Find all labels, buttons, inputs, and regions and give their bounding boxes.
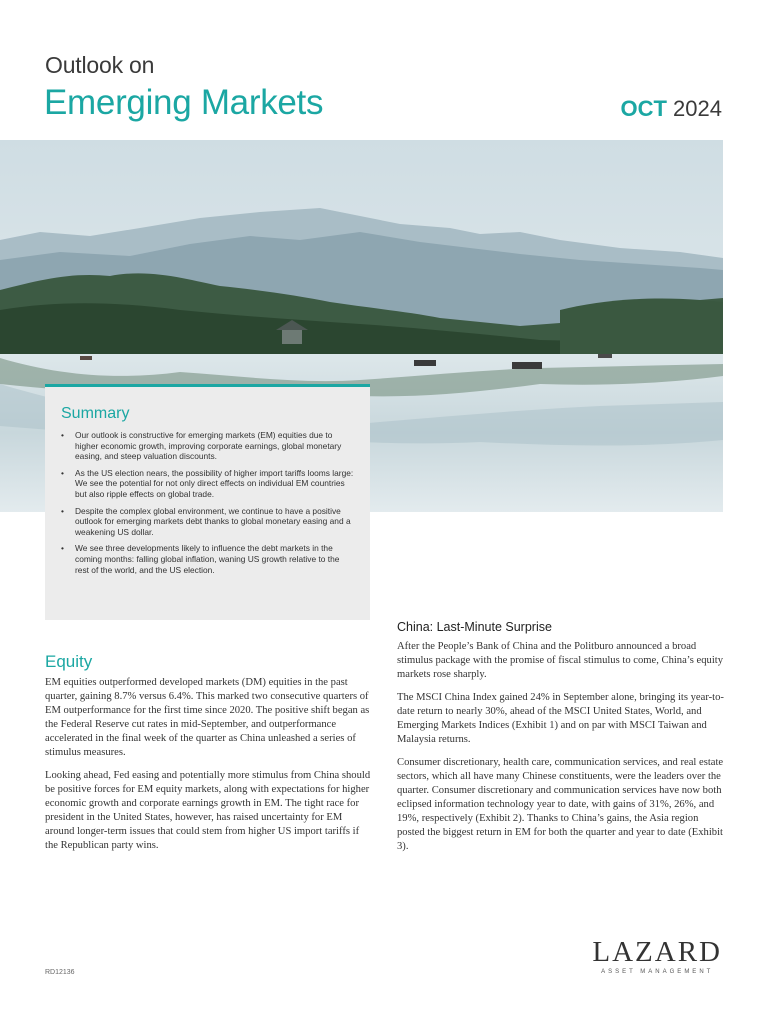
summary-heading: Summary <box>61 405 130 422</box>
logo-tagline: ASSET MANAGEMENT <box>601 969 714 975</box>
issue-month: OCT <box>620 96 667 121</box>
equity-heading: Equity <box>45 652 93 671</box>
china-paragraph: Consumer discretionary, health care, communication services, and real estate sectors, which all have many Chinese constituents, were the leaders over the quarter. Consumer discretionary and communication services have now both eclipsed information technology year to date, with gains of 31%, 26%, and 19%, respectively (Exhibit 2). Thanks to China’s gains, the Asia region posted the biggest return in EM for both the quarter and year to date (Exhibit 3). <box>397 757 724 852</box>
issue-year: 2024 <box>673 96 722 121</box>
china-body <box>397 640 724 863</box>
lazard-logo <box>592 938 722 975</box>
logo-wordmark: LAZARD <box>592 936 722 968</box>
summary-list <box>61 430 354 575</box>
document-code: RD12136 <box>45 969 75 976</box>
china-paragraph: The MSCI China Index gained 24% in September alone, bringing its year-to-date return to nearly 30%, ahead of the MSCI United States, World, and Emerging Markets Indices (Exhibit 1) and on par with MSCI Taiwan and Malaysia returns. <box>397 692 724 745</box>
summary-bullet: • We see three developments likely to influence the debt markets in the coming months: falling global inflation, waning US growth relative to the rest of the world, and the US election. <box>61 543 354 575</box>
summary-bullet: • Our outlook is constructive for emerging markets (EM) equities due to higher economic growth, improving corporate earnings, global monetary easing, and steep valuation discounts. <box>61 430 354 462</box>
summary-panel <box>45 384 370 620</box>
china-paragraph: After the People’s Bank of China and the Politburo announced a broad stimulus package with the promise of fiscal stimulus to come, China’s equity markets rose sharply. <box>397 641 724 680</box>
china-heading: China: Last-Minute Surprise <box>397 620 552 634</box>
summary-bullet: • As the US election nears, the possibility of higher import tariffs looms large: We see the potential for not only direct effects on individual EM countries but also ripple effects on global trade. <box>61 468 354 500</box>
document-kicker: Outlook on <box>45 52 155 78</box>
equity-paragraph: EM equities outperformed developed markets (DM) equities in the past quarter, gaining 8.7% versus 6.4%. This marked two consecutive quarters of EM outperformance for the first time since 2020. The positive shift began as the Federal Reserve cut rates in mid-September, and outperformance accelerated in the final week of the quarter as China unleashed a series of stimulus measures. <box>45 677 370 758</box>
issue-date <box>620 96 722 122</box>
summary-bullet: • Despite the complex global environment, we continue to have a positive outlook for emerging markets debt thanks to global monetary easing and a weakening US dollar. <box>61 506 354 538</box>
equity-paragraph: Looking ahead, Fed easing and potentially more stimulus from China should be positive forces for EM equity markets, along with expectations for higher economic growth and corporate earnings growth in EM. The tight race for president in the United States, however, has raised uncertainty for EM around longer-term issues that could stem from higher US import tariffs if the Republican party wins. <box>45 770 371 851</box>
document-title: Emerging Markets <box>44 83 324 122</box>
equity-body <box>45 676 372 862</box>
